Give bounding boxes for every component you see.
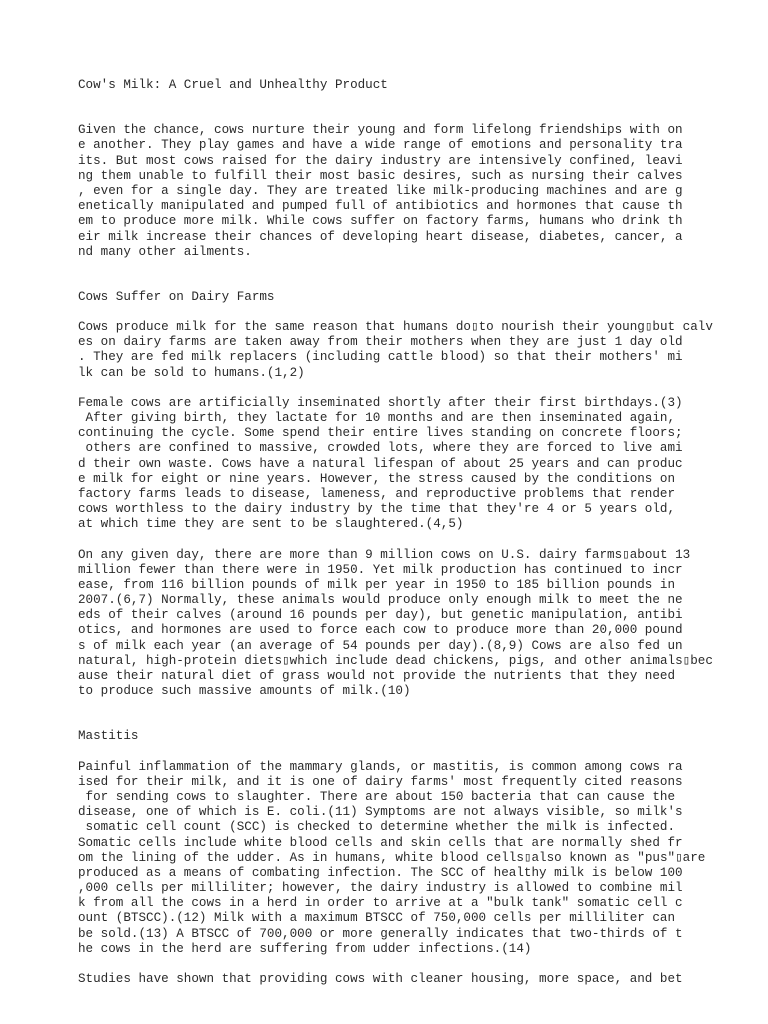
section-heading-mastitis: Mastitis <box>78 729 139 744</box>
text-line: 2007.(6,7) Normally, these animals would produce only enough milk to meet the ne <box>78 593 683 608</box>
text-line: disease, one of which is E. coli.(11) Symptoms are not always visible, so milk's <box>78 805 683 820</box>
text-line: ease, from 116 billion pounds of milk per year in 1950 to 185 billion pounds in <box>78 577 676 592</box>
text-line: Female cows are artificially inseminated shortly after their first birthdays.(3) <box>78 395 683 410</box>
text-line: Studies have shown that providing cows with cleaner housing, more space, and bet <box>78 972 683 986</box>
text-line: otics, and hormones are used to force each cow to produce more than 20,000 pound <box>78 623 683 638</box>
text-line: ised for their milk, and it is one of dairy farms' most frequently cited reasons <box>78 774 683 789</box>
paragraph <box>78 320 738 381</box>
text-line: produced as a means of combating infection. The SCC of healthy milk is below 100 <box>78 865 683 880</box>
text-line: natural, high-protein diets▯which include dead chickens, pigs, and other animals▯bec <box>78 653 713 668</box>
text-line: After giving birth, they lactate for 10 months and are then inseminated again, <box>78 411 676 425</box>
text-line: to produce such massive amounts of milk.(10) <box>78 684 411 699</box>
text-line: at which time they are sent to be slaughtered.(4,5) <box>78 517 464 532</box>
text-line: ount (BTSCC).(12) Milk with a maximum BTSCC of 750,000 cells per milliliter can <box>78 911 676 926</box>
text-line: On any given day, there are more than 9 million cows on U.S. dairy farms▯about 13 <box>78 547 691 562</box>
text-line: lk can be sold to humans.(1,2) <box>78 365 305 380</box>
text-line: em to produce more milk. While cows suffer on factory farms, humans who drink th <box>78 214 683 229</box>
text-line: e milk for eight or nine years. However, the stress caused by the conditions on <box>78 471 676 486</box>
text-line: Given the chance, cows nurture their young and form lifelong friendships with on <box>78 123 683 138</box>
text-line: Somatic cells include white blood cells and skin cells that are normally shed fr <box>78 835 683 850</box>
text-line: factory farms leads to disease, lameness, and reproductive problems that render <box>78 486 676 501</box>
page-title: Cow's Milk: A Cruel and Unhealthy Product <box>78 78 388 92</box>
text-line: e another. They play games and have a wide range of emotions and personality tra <box>78 138 683 153</box>
text-line: somatic cell count (SCC) is checked to determine whether the milk is infected. <box>78 820 676 835</box>
text-line: be sold.(13) A BTSCC of 700,000 or more generally indicates that two-thirds of t <box>78 926 683 941</box>
text-line: its. But most cows raised for the dairy industry are intensively confined, leavi <box>78 153 683 168</box>
paragraph <box>78 760 738 957</box>
text-line: others are confined to massive, crowded lots, where they are forced to live ami <box>78 441 683 456</box>
text-line: he cows in the herd are suffering from udder infections.(14) <box>78 941 532 956</box>
text-line: d their own waste. Cows have a natural lifespan of about 25 years and can produc <box>78 456 683 471</box>
text-line: Cows produce milk for the same reason that humans do▯to nourish their young▯but calv <box>78 320 713 335</box>
text-line: eds of their calves (around 16 pounds per day), but genetic manipulation, antibi <box>78 608 683 623</box>
text-line: eir milk increase their chances of developing heart disease, diabetes, cancer, a <box>78 229 683 244</box>
text-line: s of milk each year (an average of 54 pounds per day).(8,9) Cows are also fed un <box>78 638 683 653</box>
paragraph <box>78 548 738 700</box>
paragraph <box>78 396 738 533</box>
text-line: k from all the cows in a herd in order to arrive at a "bulk tank" somatic cell c <box>78 896 683 911</box>
intro-paragraph <box>78 123 738 260</box>
text-line: Painful inflammation of the mammary glands, or mastitis, is common among cows ra <box>78 759 683 774</box>
text-line: , even for a single day. They are treated like milk-producing machines and are g <box>78 183 683 198</box>
text-line: ,000 cells per milliliter; however, the dairy industry is allowed to combine mil <box>78 881 683 896</box>
paragraph <box>78 972 738 987</box>
text-line: continuing the cycle. Some spend their entire lives standing on concrete floors; <box>78 426 683 441</box>
section-heading-dairy-farms: Cows Suffer on Dairy Farms <box>78 289 275 304</box>
document-body <box>78 78 738 1002</box>
text-line: es on dairy farms are taken away from their mothers when they are just 1 day old <box>78 335 683 350</box>
text-line: enetically manipulated and pumped full of antibiotics and hormones that cause th <box>78 199 683 214</box>
text-line: ause their natural diet of grass would not provide the nutrients that they need <box>78 669 676 683</box>
text-line: million fewer than there were in 1950. Yet milk production has continued to incr <box>78 562 683 577</box>
text-line: ng them unable to fulfill their most basic desires, such as nursing their calves <box>78 168 683 183</box>
text-line: cows worthless to the dairy industry by the time that they're 4 or 5 years old, <box>78 502 676 517</box>
text-line: for sending cows to slaughter. There are about 150 bacteria that can cause the <box>78 789 676 804</box>
text-line: om the lining of the udder. As in humans, white blood cells▯also known as "pus"▯are <box>78 850 706 865</box>
text-line: . They are fed milk replacers (including cattle blood) so that their mothers' mi <box>78 350 683 365</box>
text-line: nd many other ailments. <box>78 244 252 259</box>
